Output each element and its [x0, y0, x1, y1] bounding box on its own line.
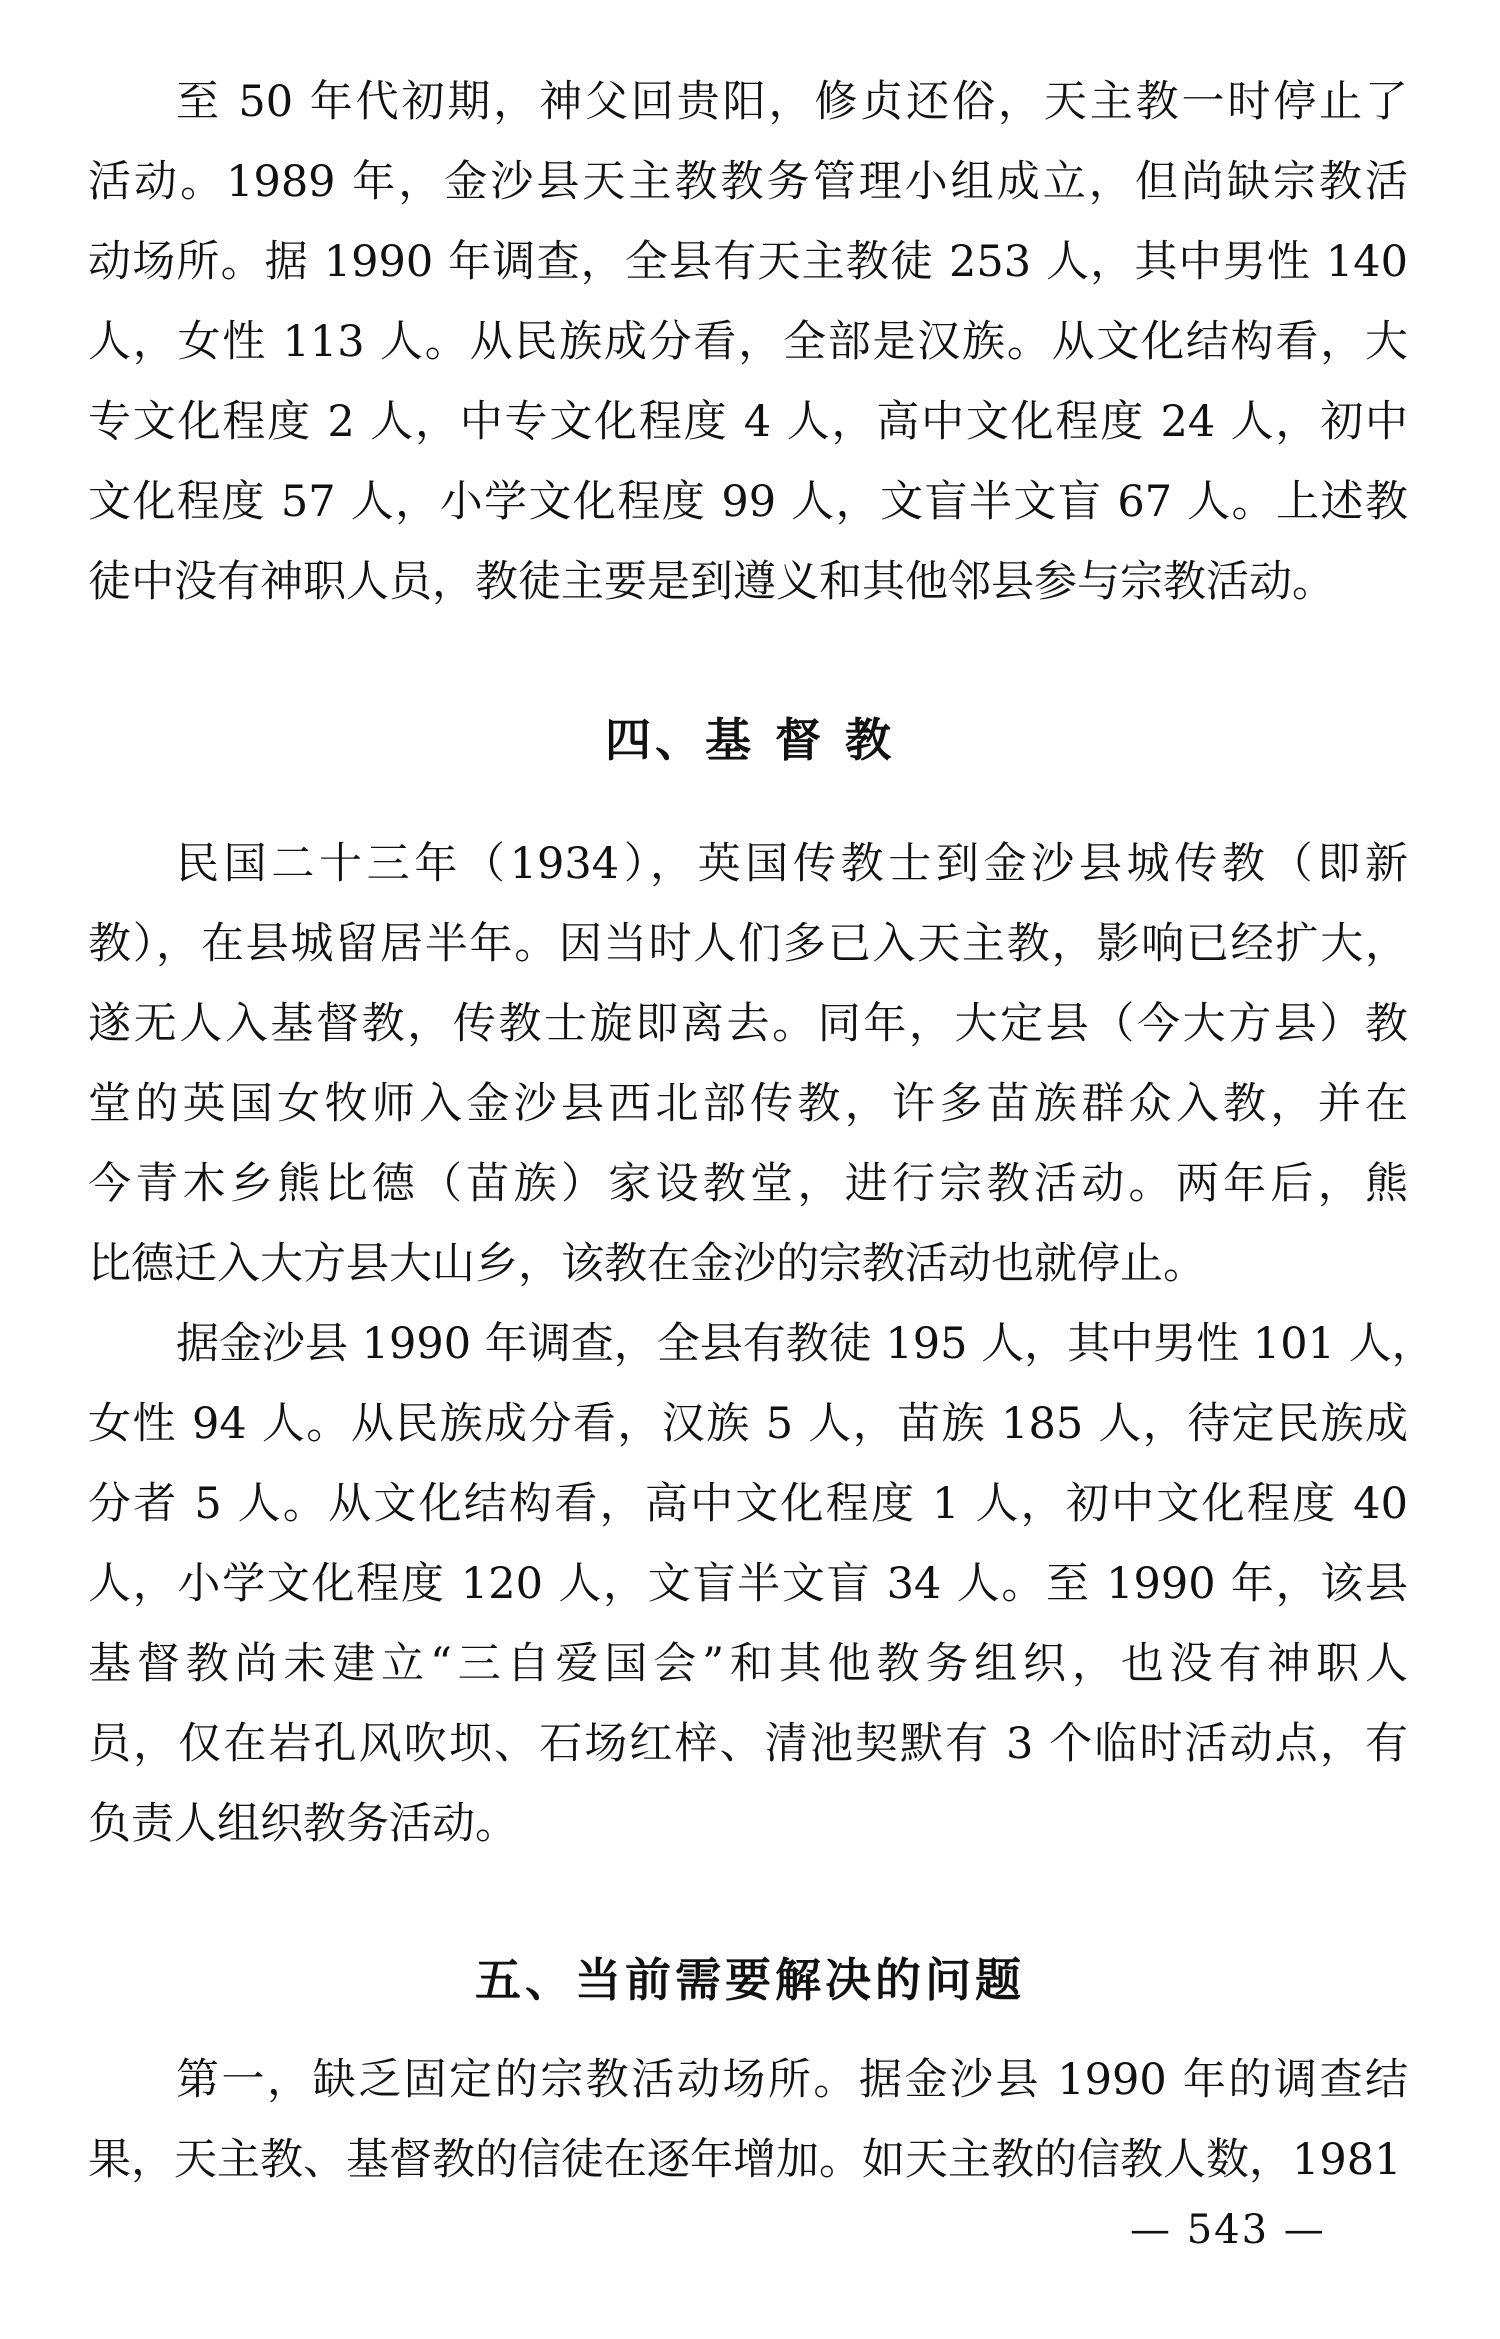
text-line: 今青木乡熊比德（苗族）家设教堂，进行宗教活动。两年后，熊: [88, 1159, 1408, 1209]
text-line: 人，女性 113 人。从民族成分看，全部是汉族。从文化结构看，大: [88, 317, 1408, 367]
text-line: 民国二十三年（1934），英国传教士到金沙县城传教（即新: [176, 839, 1408, 889]
text-line: 人，小学文化程度 120 人，文盲半文盲 34 人。至 1990 年，该县: [88, 1559, 1408, 1609]
section-heading: 四、基 督 教: [604, 713, 896, 767]
text-line: 专文化程度 2 人，中专文化程度 4 人，高中文化程度 24 人，初中: [88, 397, 1408, 447]
text-line: 果，天主教、基督教的信徒在逐年增加。如天主教的信教人数，1981: [88, 2135, 1402, 2185]
page-number: — 543 —: [1130, 2207, 1326, 2253]
text-line: 动场所。据 1990 年调查，全县有天主教徒 253 人，其中男性 140: [88, 237, 1408, 287]
text-line: 徒中没有神职人员，教徒主要是到遵义和其他邻县参与宗教活动。: [88, 557, 1335, 607]
text-line: 负责人组织教务活动。: [88, 1799, 518, 1849]
text-line: 遂无人入基督教，传教士旋即离去。同年，大定县（今大方县）教: [88, 999, 1408, 1049]
text-line: 第一，缺乏固定的宗教活动场所。据金沙县 1990 年的调查结: [176, 2055, 1408, 2105]
text-line: 至 50 年代初期，神父回贵阳，修贞还俗，天主教一时停止了: [176, 77, 1408, 127]
text-line: 员，仅在岩孔风吹坝、石场红梓、清池契默有 3 个临时活动点，有: [88, 1719, 1408, 1769]
text-line: 女性 94 人。从民族成分看，汉族 5 人，苗族 185 人，待定民族成: [88, 1399, 1408, 1449]
text-line: 堂的英国女牧师入金沙县西北部传教，许多苗族群众入教，并在: [88, 1079, 1408, 1129]
text-line: 教），在县城留居半年。因当时人们多已入天主教，影响已经扩大，: [88, 919, 1408, 969]
text-line: 基督教尚未建立“三自爱国会”和其他教务组织，也没有神职人: [88, 1639, 1408, 1689]
section-heading: 五、当前需要解决的问题: [475, 1953, 1025, 2007]
text-line: 分者 5 人。从文化结构看，高中文化程度 1 人，初中文化程度 40: [88, 1479, 1408, 1529]
text-line: 文化程度 57 人，小学文化程度 99 人，文盲半文盲 67 人。上述教: [88, 477, 1408, 527]
text-line: 据金沙县 1990 年调查，全县有教徒 195 人，其中男性 101 人，: [176, 1319, 1435, 1369]
text-line: 活动。1989 年，金沙县天主教教务管理小组成立，但尚缺宗教活: [88, 157, 1408, 207]
text-line: 比德迁入大方县大山乡，该教在金沙的宗教活动也就停止。: [88, 1239, 1206, 1289]
